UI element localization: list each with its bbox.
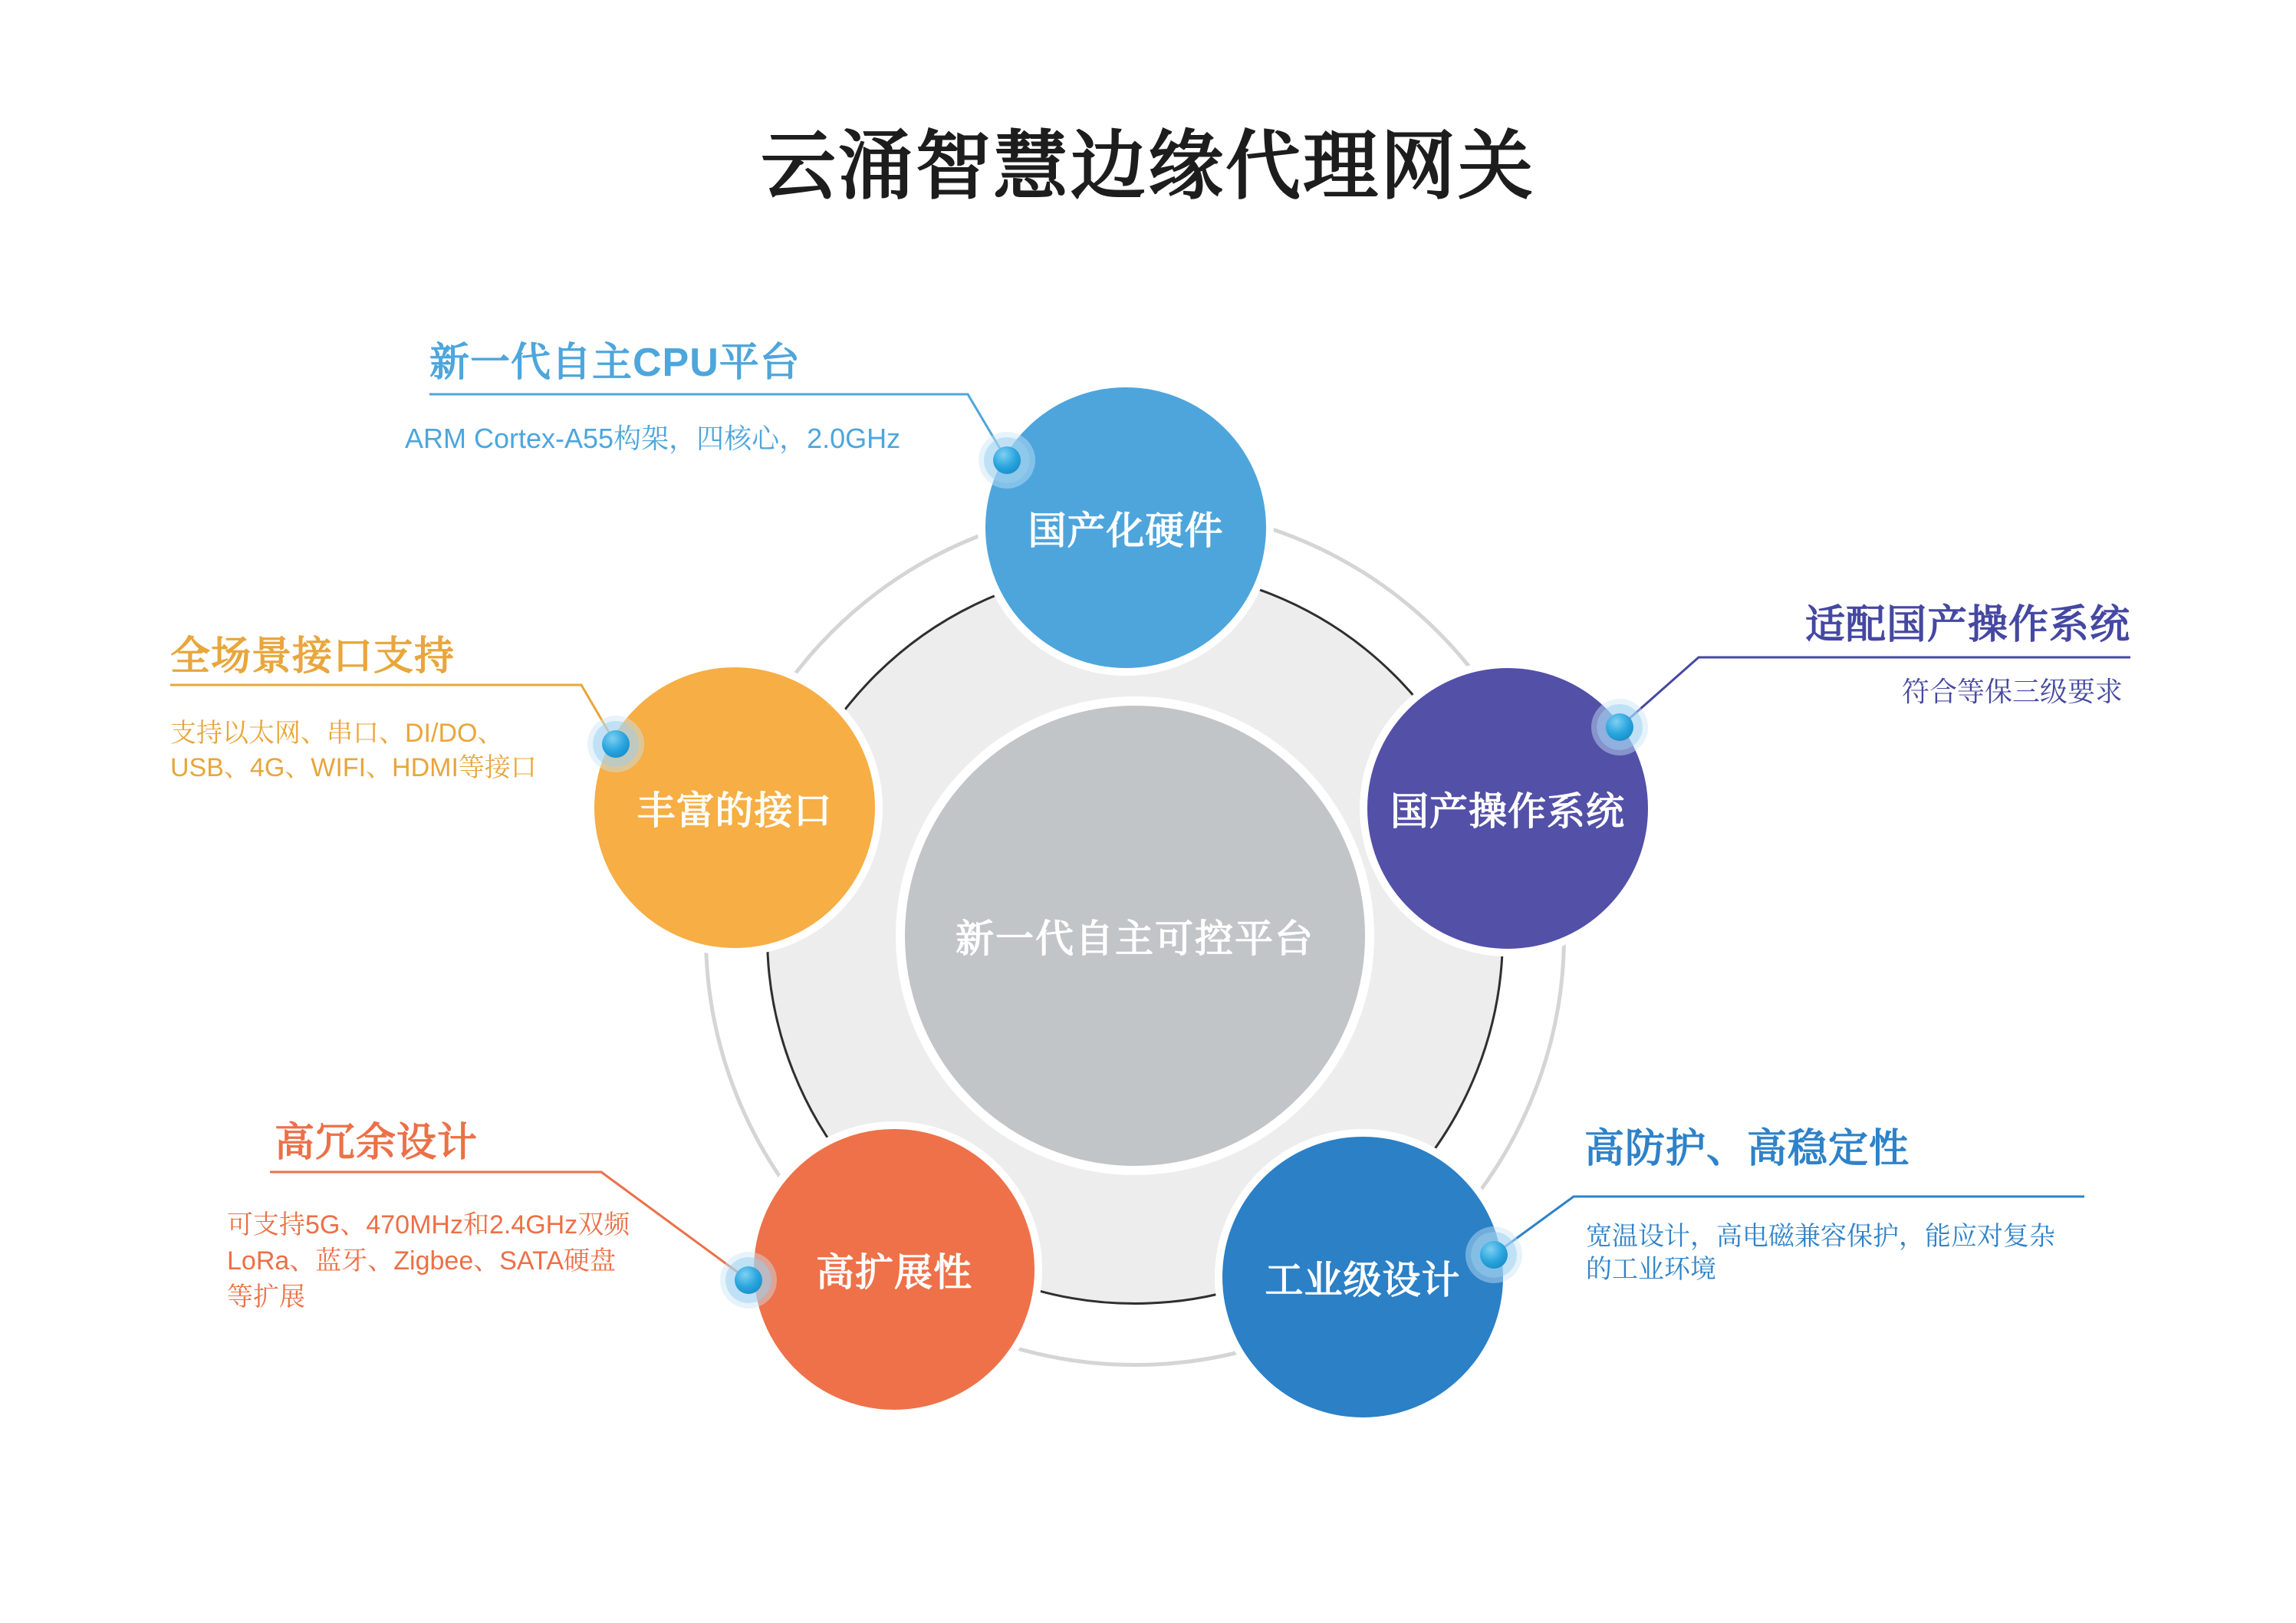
- callout-protection-body: [1586, 1220, 2055, 1286]
- callout-redundancy-body: [227, 1207, 630, 1315]
- callout-redundancy-heading: 高冗余设计: [275, 1121, 479, 1165]
- circle-interfaces: [587, 660, 883, 956]
- callout-redundancy-body-line: 可支持5G、470MHz和2.4GHz双频: [227, 1210, 630, 1239]
- callout-cpu-heading: 新一代自主CPU平台: [429, 341, 801, 385]
- platform-core-circle: [896, 696, 1374, 1175]
- callout-redundancy-body-line: 等扩展: [227, 1282, 305, 1312]
- circle-expand-label: 高扩展性: [816, 1251, 972, 1294]
- callout-interfaces-body-line: 支持以太网、串口、DI/DO、: [170, 719, 504, 748]
- dot-core-icon: [602, 730, 630, 758]
- callout-interfaces-body-line: USB、4G、WIFI、HDMI等接口: [170, 753, 537, 782]
- connector-dot-hardware-icon: [984, 437, 1030, 483]
- dot-core-icon: [993, 446, 1021, 474]
- callout-interfaces-heading: 全场景接口支持: [170, 634, 456, 679]
- connector-dot-os-icon: [1597, 704, 1643, 750]
- dot-core-icon: [1606, 713, 1633, 741]
- callout-os-body: [1902, 674, 2123, 709]
- dot-core-icon: [1480, 1241, 1508, 1269]
- callout-cpu-body: [405, 421, 900, 456]
- callout-protection-body-line: 的工业环境: [1586, 1255, 1716, 1284]
- circle-industrial-label: 工业级设计: [1265, 1259, 1461, 1302]
- callout-redundancy-body-line: LoRa、蓝牙、Zigbee、SATA硬盘: [227, 1246, 616, 1276]
- circle-expand: [746, 1121, 1042, 1417]
- callout-protection-heading: 高防护、高稳定性: [1584, 1127, 1910, 1171]
- circle-hardware-label: 国产化硬件: [1028, 509, 1224, 552]
- page-title: 云涌智慧边缘代理网关: [760, 123, 1536, 208]
- circle-interfaces-label: 丰富的接口: [636, 789, 833, 832]
- connector-dot-industrial-icon: [1471, 1232, 1517, 1278]
- circle-os-label: 国产操作系统: [1390, 790, 1625, 833]
- dot-core-icon: [735, 1266, 762, 1294]
- circle-hardware: [978, 380, 1274, 676]
- connector-dot-expand-icon: [725, 1257, 771, 1303]
- callout-os-body-line: 符合等保三级要求: [1902, 676, 2123, 707]
- circle-industrial: [1215, 1129, 1511, 1425]
- connector-dot-interfaces-icon: [593, 721, 639, 767]
- callout-cpu-body-line: ARM Cortex-A55构架，四核心，2.0GHz: [405, 423, 901, 454]
- platform-core-label: 新一代自主可控平台: [956, 917, 1314, 960]
- callout-os-heading: 适配国产操作系统: [1804, 603, 2130, 647]
- callout-protection-body-line: 宽温设计，高电磁兼容保护，能应对复杂: [1586, 1222, 2055, 1251]
- callout-interfaces-body: [170, 716, 537, 785]
